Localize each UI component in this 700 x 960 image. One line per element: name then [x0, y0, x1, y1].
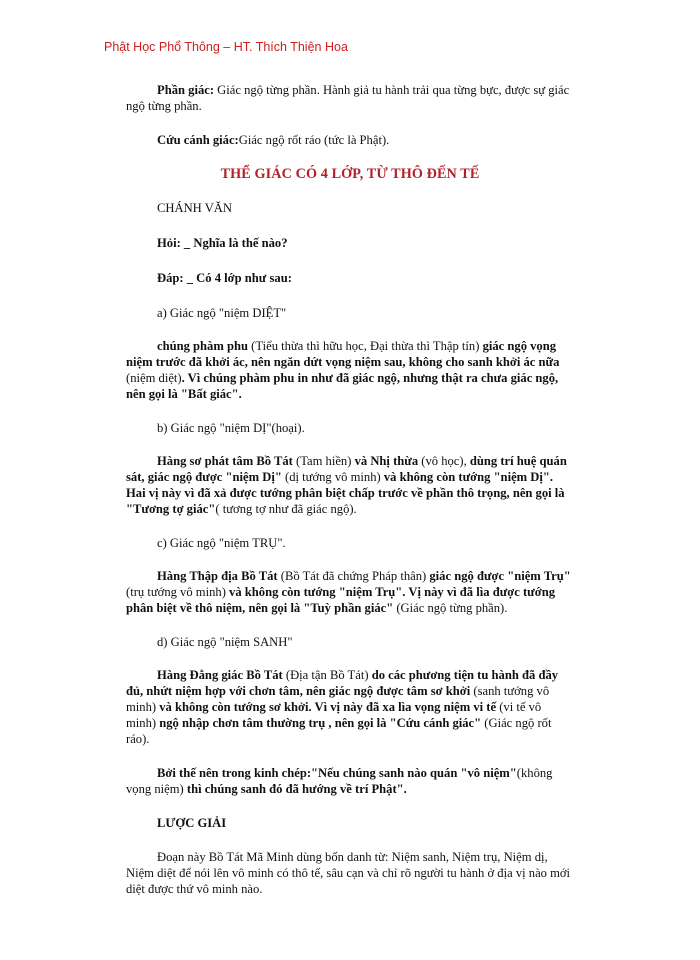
paragraph-cuu-canh-giac: Cứu cánh giác:Giác ngộ rốt ráo (tức là Phật). — [157, 133, 390, 147]
item-a-paragraph: chúng phàm phu (Tiểu thừa thì hữu học, Đại thừa thì Thập tín) giác ngộ vọng niệm trước đã khởi ác, nên ngăn dứt vọng niệm sau, không cho sanh khởi ác nữa (niệm diệt). Vì chúng phàm phu in như đã giác ngộ, nhưng thật ra chưa giác ngộ, nên gọi là "Bất giác". — [126, 339, 560, 401]
paragraph-phan-giac: Phần giác: Giác ngộ từng phần. Hành giả tu hành trải qua từng bực, được sự giác ngộ từng phần. — [126, 83, 570, 113]
section-title: THỂ GIÁC CÓ 4 LỚP, TỪ THÔ ĐẾN TẾ — [220, 166, 480, 182]
item-b-heading: b) Giác ngộ "niệm DỊ"(hoại). — [157, 421, 305, 435]
chanh-van-heading: CHÁNH VĂN — [157, 201, 232, 215]
item-c-paragraph: Hàng Thập địa Bồ Tát (Bồ Tát đã chứng Pháp thân) giác ngộ được "niệm Trụ" (trụ tướng vô minh) và không còn tướng "niệm Trụ". Vị này vì đã lìa được tướng phân biệt về thô niệm, nên gọi là "Tuỳ phần giác" (Giác ngộ từng phần). — [126, 569, 571, 615]
answer: Đáp: _ Có 4 lớp như sau: — [157, 271, 292, 285]
document-body — [126, 82, 574, 897]
luoc-giai-heading: LƯỢC GIẢI — [157, 816, 227, 830]
sutra-quote-paragraph: Bởi thế nên trong kinh chép:"Nếu chúng sanh nào quán "vô niệm"(không vọng niệm) thì chúng sanh đó đã hướng về trí Phật". — [126, 766, 553, 796]
item-d-paragraph: Hàng Đẳng giác Bồ Tát (Địa tận Bồ Tát) do các phương tiện tu hành đã đầy đủ, nhứt niệm hợp với chơn tâm, nên giác ngộ được tâm sơ khởi (sanh tướng vô minh) và không còn tướng sơ khởi. Vì vị này đã xa lìa vọng niệm vi tế (vi tế vô minh) ngộ nhập chơn tâm thường trụ , nên gọi là "Cứu cánh giác" (Giác ngộ rốt ráo). — [126, 668, 559, 746]
item-a-heading: a) Giác ngộ "niệm DIỆT" — [157, 306, 287, 320]
item-d-heading: d) Giác ngộ "niệm SANH" — [157, 635, 293, 649]
item-c-heading: c) Giác ngộ "niệm TRỤ". — [157, 536, 286, 550]
item-b-paragraph: Hàng sơ phát tâm Bồ Tát (Tam hiền) và Nhị thừa (vô học), dùng trí huệ quán sát, giác ngộ được "niệm Dị" (dị tướng vô minh) và không còn tướng "niệm Dị". Hai vị này vì đã xả được tướng phân biệt chấp trước về phần thô trọng, nên gọi là "Tương tợ giác"( tương tợ như đã giác ngộ). — [126, 454, 567, 516]
luoc-giai-paragraph: Đoạn này Bồ Tát Mã Minh dùng bốn danh từ: Niệm sanh, Niệm trụ, Niệm dị, Niệm diệt để nói lên vô minh có thô tế, sâu cạn và chỉ rõ người tu hành ở địa vị nào mới diệt được thứ vô minh nào. — [126, 850, 571, 896]
term-phan-giac: Phần giác: — [157, 83, 215, 97]
question: Hỏi: _ Nghĩa là thế nào? — [157, 236, 288, 250]
term-cuu-canh-giac: Cứu cánh giác: — [157, 133, 239, 147]
page-header: Phật Học Phổ Thông – HT. Thích Thiện Hoa — [104, 40, 348, 54]
